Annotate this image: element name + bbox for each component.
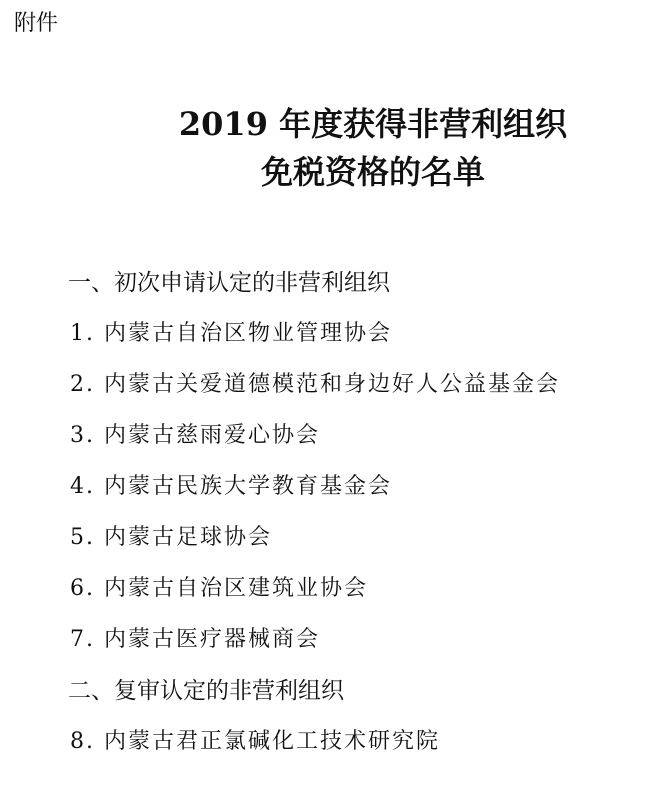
list-item: 5. 内蒙古足球协会 [70, 525, 272, 550]
title-line-2: 免税资格的名单 [260, 153, 485, 191]
attachment-label: 附件 [14, 11, 59, 36]
list-item: 8. 内蒙古君正氯碱化工技术研究院 [70, 729, 440, 754]
list-item: 7. 内蒙古医疗器械商会 [70, 627, 320, 652]
list-item: 4. 内蒙古民族大学教育基金会 [70, 474, 392, 499]
list-item: 1. 内蒙古自治区物业管理协会 [70, 321, 392, 346]
list-item: 6. 内蒙古自治区建筑业协会 [70, 576, 368, 601]
section-heading-initial: 一、初次申请认定的非营利组织 [68, 270, 390, 296]
section-heading-review: 二、复审认定的非营利组织 [68, 678, 344, 704]
document-title [0, 100, 654, 196]
list-item: 2. 内蒙古关爱道德模范和身边好人公益基金会 [70, 372, 560, 397]
list-item: 3. 内蒙古慈雨爱心协会 [70, 423, 320, 448]
title-line-1: 2019 年度获得非营利组织 [178, 105, 568, 143]
